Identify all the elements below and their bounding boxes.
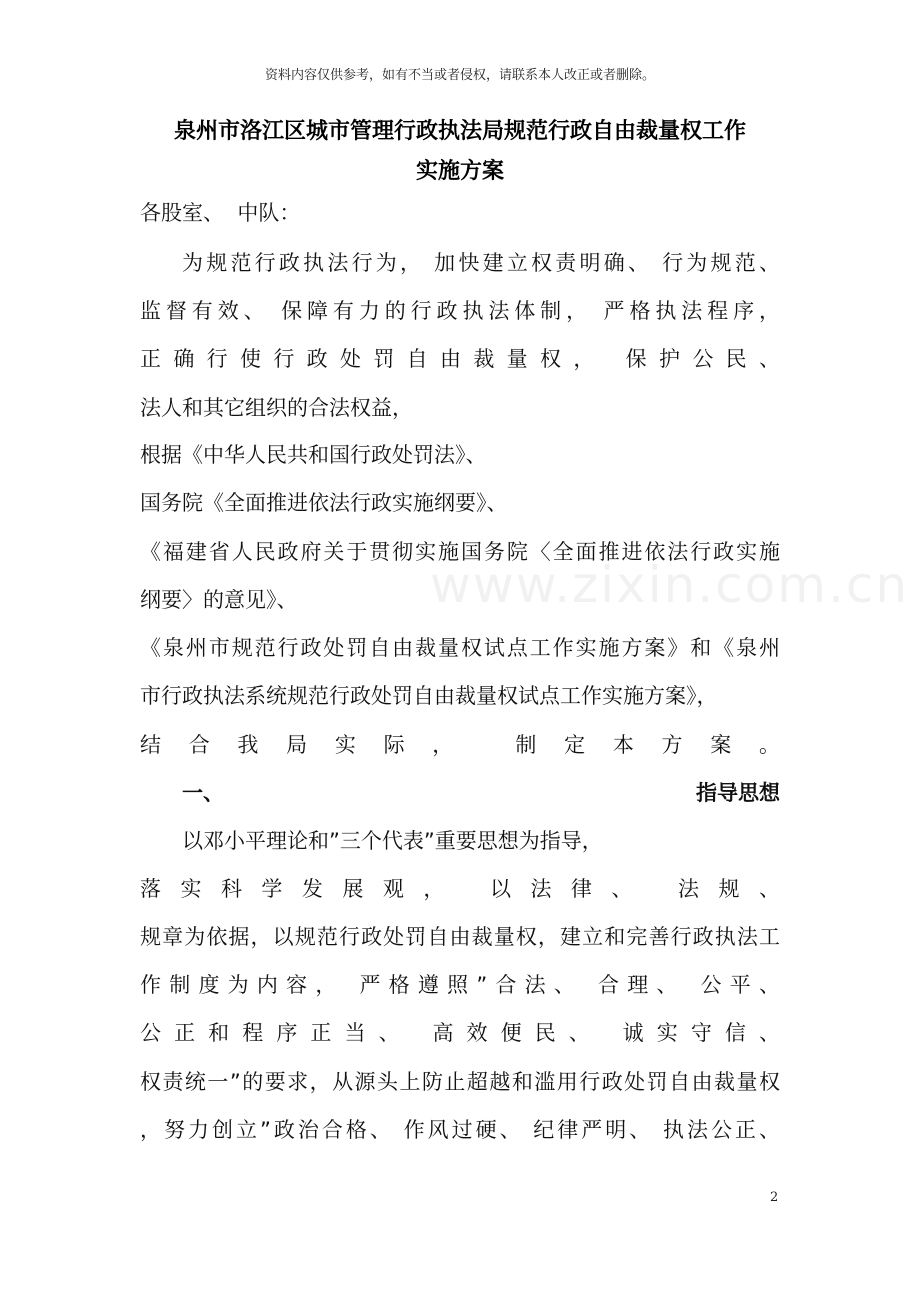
page-number: 2 (770, 1190, 779, 1205)
section-title: 指导思想 (696, 781, 780, 805)
paragraph-line: 监督有效、 保障有力的行政执法体制， 严格执法程序， (140, 299, 780, 323)
paragraph-line: 正确行使行政处罚自由裁量权， 保护公民、 (140, 347, 780, 371)
salutation: 各股室、 中队： (140, 201, 301, 225)
paragraph-line: 落实科学发展观， 以法律、 法规、 (140, 877, 780, 901)
header-notice: 资料内容仅供参考，如有不当或者侵权，请联系本人改正或者删除。 (264, 68, 655, 83)
document-title-line2: 实施方案 (415, 159, 504, 184)
paragraph-line: 国务院《全面推进依法行政实施纲要》、 (140, 491, 508, 515)
paragraph-line: 权责统一”的要求，从源头上防止超越和滥用行政处罚自由裁量权 (140, 1070, 780, 1094)
paragraph-line: 以邓小平理论和”三个代表”重要思想为指导， (182, 829, 603, 853)
watermark: www.zixin.com.cn (430, 556, 910, 614)
paragraph-line: 市行政执法系统规范行政处罚自由裁量权试点工作实施方案》， (140, 684, 718, 708)
paragraph-line: ，努力创立”政治合格、 作风过硬、 纪律严明、 执法公正、 (140, 1118, 780, 1142)
paragraph-line: 为规范行政执法行为， 加快建立权责明确、 行为规范、 (182, 251, 780, 275)
paragraph-line: 结合我局实际， 制定本方案。 (140, 733, 780, 757)
paragraph-line: 规章为依据，以规范行政处罚自由裁量权，建立和完善行政执法工 (140, 925, 780, 949)
paragraph-line: 公正和程序正当、 高效便民、 诚实守信、 (140, 1021, 780, 1045)
paragraph-line: 法人和其它组织的合法权益， (140, 396, 413, 420)
paragraph-line: 作制度为内容， 严格遵照”合法、 合理、 公平、 (140, 973, 780, 997)
document-title-line1: 泉州市洛江区城市管理行政执法局规范行政自由裁量权工作 (173, 119, 746, 144)
section-number: 一、 (182, 781, 224, 805)
paragraph-line: 《福建省人民政府关于贯彻实施国务院〈全面推进依法行政实施 (140, 540, 780, 564)
paragraph-line: 纲要〉的意见》、 (140, 588, 298, 612)
paragraph-line: 《泉州市规范行政处罚自由裁量权试点工作实施方案》和《泉州 (140, 636, 780, 660)
paragraph-line: 根据《中华人民共和国行政处罚法》、 (140, 443, 487, 467)
